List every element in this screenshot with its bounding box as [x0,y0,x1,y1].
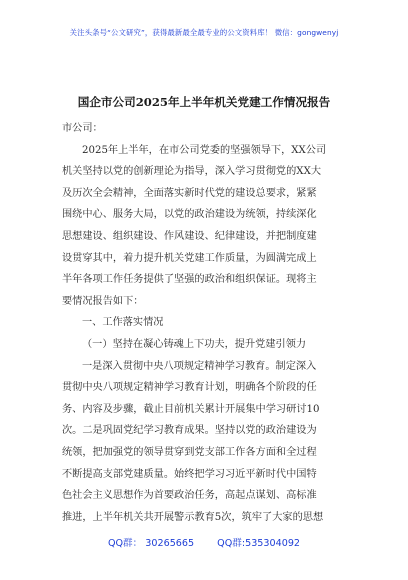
body-line: 要情况报告如下： [62,295,144,307]
body-line: 推进，上半年机关共开展警示教育5次，筑牢了大家的思想 [62,511,324,523]
body-line: 贯彻中央八项规定精神学习教育计划，明确各个阶段的任 [62,382,317,394]
body-line: 思想建设、组织建设、作风建设、纪律建设，并把制度建 [62,230,317,242]
body-line: 机关坚持以党的创新理论为指导，深入学习贯彻党的XX大 [62,166,322,178]
body-line: 设贯穿其中，着力提升机关党建工作质量，为圆满完成上 [62,252,317,264]
document-title: 国企市公司2025年上半年机关党建工作情况报告 [77,95,331,109]
subsection-heading: （一）坚持在凝心铸魂上下功夫，提升党建引领力 [82,338,307,350]
promo-banner: 关注头条号“公文研究”，获得最新最全最专业的公文资料库！ 微信：gongwenyj [69,28,339,37]
body-line: 及历次全会精神，全面落实新时代党的建设总要求，紧紧 [62,187,317,199]
body-line: 色社会主义思想作为首要政治任务，高起点谋划、高标准 [62,490,317,502]
section-heading: 一、工作落实情况 [82,317,164,329]
body-line: 不断提高支部党建质量。始终把学习习近平新时代中国特 [62,468,317,480]
body-line: 次。二是巩固党纪学习教育成果。坚持以党的政治建设为 [62,425,317,437]
body-line: 统领，把加强党的领导贯穿到党支部工作各方面和全过程 [62,446,317,458]
body-line: 半年各项工作任务提供了坚强的政治和组织保证。现将主 [62,274,317,286]
body-line: 围绕中心、服务大局，以党的政治建设为统领，持续深化 [62,209,317,221]
body-line: 务、内容及步骤，截止目前机关累计开展集中学习研讨10 [62,403,320,415]
body-line: 一是深入贯彻中央八项规定精神学习教育。制定深入 [82,360,317,372]
body-line: 2025年上半年，在市公司党委的坚强领导下，XX公司 [82,144,327,156]
footer-contact [0,535,408,549]
footer-qq-group-1: QQ群： 30265665 [107,538,195,549]
salutation: 市公司： [62,123,103,134]
footer-qq-group-2: QQ群:535304092 [217,538,301,549]
document-body [62,118,351,528]
